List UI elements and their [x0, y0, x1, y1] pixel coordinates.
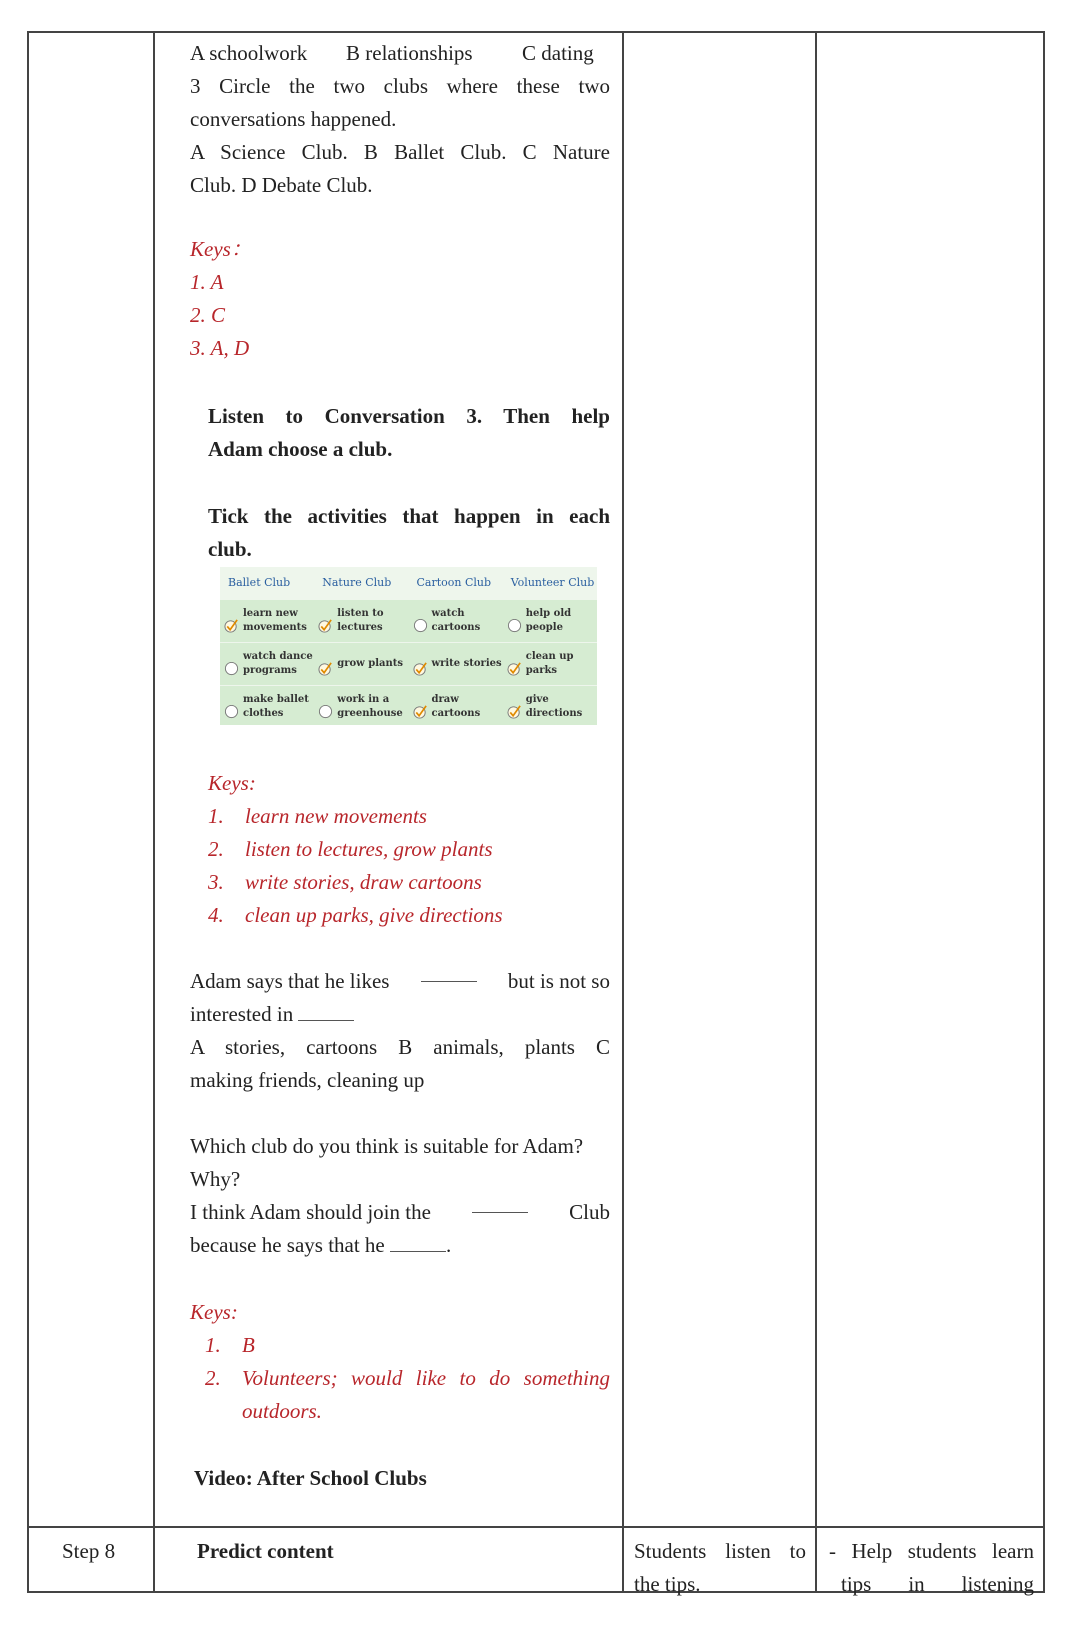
header-nature-club: Nature Club — [322, 576, 392, 589]
keys-block-1 — [190, 233, 610, 365]
activity-text: work in a greenhouse — [337, 694, 403, 719]
key-item: 2. Volunteers; would like to do something — [205, 1366, 610, 1390]
empty-circle-icon — [224, 700, 239, 715]
col-border-4 — [815, 31, 817, 1593]
checked-circle-icon — [413, 700, 428, 715]
club-activity-table — [220, 567, 597, 725]
video-title: Video: After School Clubs — [194, 1466, 427, 1490]
conversation-3-instruction: Listen to Conversation 3. Then help Adam choose a club. — [208, 404, 610, 461]
keys-title: Keys: — [190, 1300, 238, 1324]
key-item: 4. clean up parks, give directions — [208, 903, 503, 927]
option-a: A schoolwork — [190, 41, 308, 65]
keys-block-2 — [208, 767, 610, 932]
key-item: 3. write stories, draw cartoons — [208, 870, 482, 894]
q3-line-1: 3 Circle the two clubs where these two — [190, 74, 610, 98]
col-border-5 — [1043, 31, 1045, 1593]
activity-text: clean up parks — [525, 651, 574, 676]
keys-title: Keys： — [190, 237, 252, 261]
activity-text: grow plants — [337, 658, 404, 669]
activity-text: watch cartoons — [431, 608, 481, 633]
options-row-1 — [190, 37, 610, 70]
checked-circle-icon — [507, 700, 522, 715]
answer-blank — [298, 1004, 354, 1021]
adam-likes-question: Adam says that he likes but is not so interested in A stories, cartoons B animals, plants C making friends, cleaning up — [190, 965, 610, 1097]
keys-title: Keys: — [208, 771, 256, 795]
question-3 — [190, 70, 610, 202]
adam-options-line-1: A stories, cartoons B animals, plants C — [190, 1035, 610, 1059]
activity-cell — [409, 600, 503, 642]
students-activity: Students listen to the tips. — [634, 1539, 806, 1596]
checked-circle-icon — [507, 657, 522, 672]
row-divider — [27, 1526, 1043, 1528]
step-label: Step 8 — [62, 1539, 116, 1563]
empty-circle-icon — [318, 700, 333, 715]
key-item: 1. learn new movements — [208, 804, 427, 828]
option-c: C dating — [522, 41, 594, 65]
answer-blank — [472, 1196, 528, 1213]
activity-cell — [409, 643, 503, 685]
activity-row — [220, 599, 597, 642]
header-ballet-club: Ballet Club — [228, 576, 291, 589]
empty-circle-icon — [507, 614, 522, 629]
activity-row — [220, 642, 597, 685]
activity-cell — [503, 643, 597, 685]
activity-text: write stories — [431, 658, 502, 669]
key-item: 3. A, D — [190, 336, 250, 360]
activity-text: help old people — [525, 608, 572, 633]
checked-circle-icon — [318, 614, 333, 629]
checked-circle-icon — [224, 614, 239, 629]
activity-cell — [220, 686, 314, 728]
keys-block-3 — [190, 1296, 610, 1428]
activity-cell — [503, 686, 597, 728]
col-border-1 — [27, 31, 29, 1593]
answer-blank — [421, 965, 477, 982]
club-headers — [220, 567, 597, 599]
activity-text: draw cartoons — [431, 694, 481, 719]
header-cartoon-club: Cartoon Club — [416, 576, 492, 589]
activity-cell — [314, 686, 408, 728]
activity-text: watch dance programs — [243, 651, 313, 676]
which-club-question: Which club do you think is suitable for Adam? Why? I think Adam should join the Club because he says that he . — [190, 1134, 610, 1257]
checked-circle-icon — [318, 657, 333, 672]
activity-cell — [220, 600, 314, 642]
q3-options-line-1: A Science Club. B Ballet Club. C Nature — [190, 140, 610, 164]
activity-cell — [314, 600, 408, 642]
activity-label: Predict content — [197, 1539, 334, 1563]
activity-text: listen to lectures — [337, 608, 384, 633]
q3-line-2: conversations happened. — [190, 107, 397, 131]
teaching-aims: - Help students learn tips in listening — [829, 1539, 1034, 1596]
checked-circle-icon — [413, 657, 428, 672]
key-item: 2. C — [190, 303, 226, 327]
activity-text: make ballet clothes — [243, 694, 309, 719]
activity-cell — [503, 600, 597, 642]
option-b: B relationships — [346, 41, 473, 65]
col-border-2 — [153, 31, 155, 1593]
key-item: 2. listen to lectures, grow plants — [208, 837, 493, 861]
empty-circle-icon — [224, 657, 239, 672]
header-volunteer-club: Volunteer Club — [510, 576, 595, 589]
answer-blank — [390, 1235, 446, 1252]
key-item: 1. B — [205, 1333, 255, 1357]
key-item-continuation: outdoors. — [242, 1399, 322, 1423]
adam-options-line-2: making friends, cleaning up — [190, 1068, 425, 1092]
activity-row — [220, 685, 597, 728]
activity-text: learn new movements — [243, 608, 307, 633]
empty-circle-icon — [413, 614, 428, 629]
col-border-3 — [622, 31, 624, 1593]
tick-instruction: Tick the activities that happen in each club. — [208, 504, 610, 561]
activity-cell — [220, 643, 314, 685]
key-item: 1. A — [190, 270, 224, 294]
activity-cell — [409, 686, 503, 728]
q3-options-line-2: Club. D Debate Club. — [190, 173, 373, 197]
table-top-border — [27, 31, 1043, 33]
activity-cell — [314, 643, 408, 685]
activity-text: give directions — [525, 694, 583, 719]
